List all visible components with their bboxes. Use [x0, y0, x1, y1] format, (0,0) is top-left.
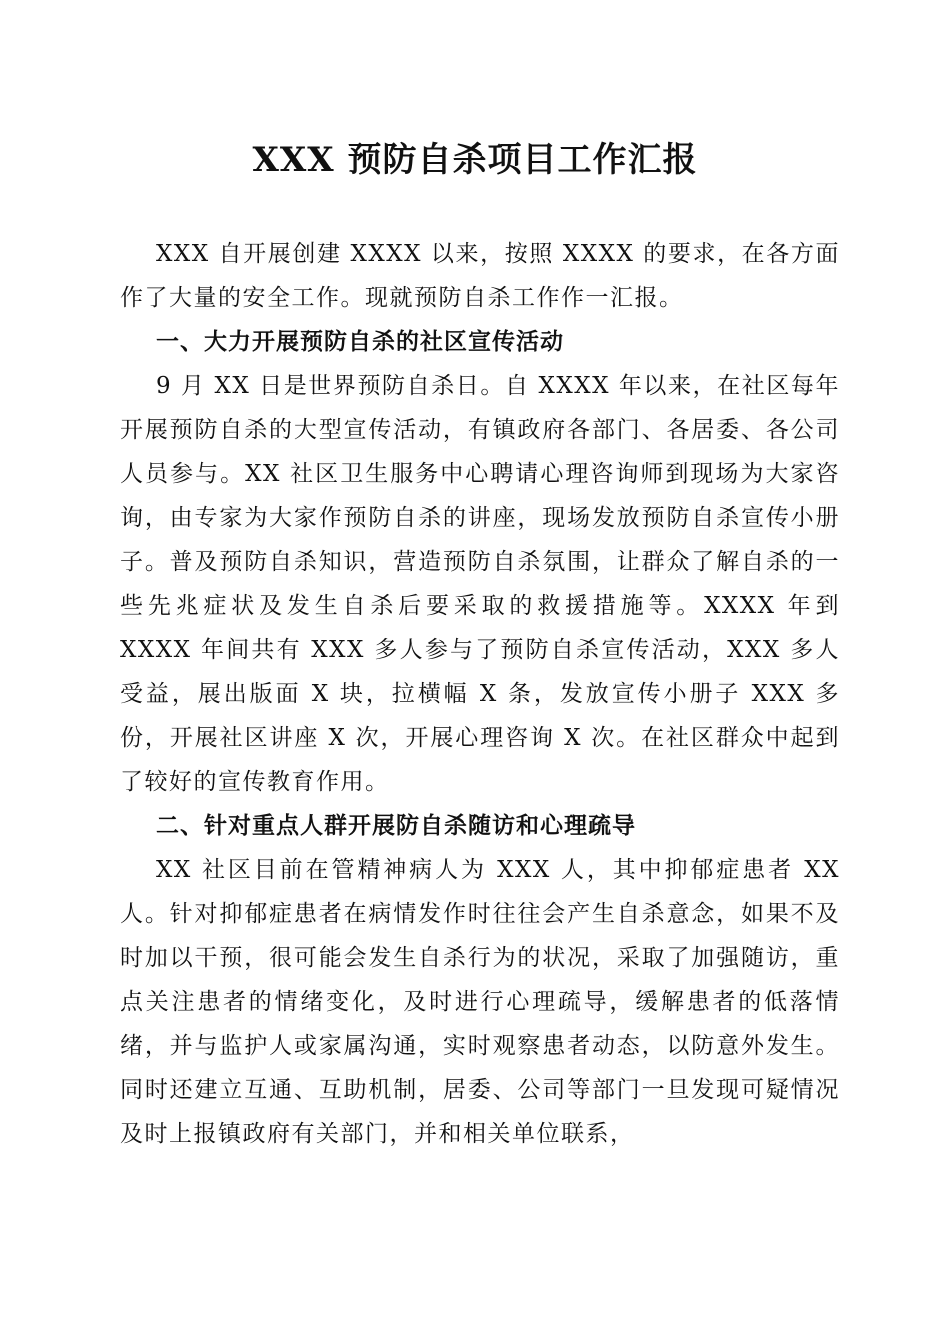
- intro-paragraph: XXX 自开展创建 XXXX 以来，按照 XXXX 的要求，在各方面作了大量的安全工作。现就预防自杀工作作一汇报。: [120, 241, 840, 311]
- section-1-paragraph: 9 月 XX 日是世界预防自杀日。自 XXXX 年以来，在社区每年开展预防自杀的大型宣传活动，有镇政府各部门、各居委、各公司人员参与。XX 社区卫生服务中心聘请心理咨询师到现场为大家咨询，由专家为大家作预防自杀的讲座，现场发放预防自杀宣传小册子。普及预防自杀知识，营造预防自杀氛围，让群众了解自杀的一些先兆症状及发生自杀后要采取的救援措施等。XXXX 年到 XXXX 年间共有 XXX 多人参与了预防自杀宣传活动，XXX 多人受益，展出版面 X 块，拉横幅 X 条，发放宣传小册子 XXX 多份，开展社区讲座 X 次，开展心理咨询 X 次。在社区群众中起到了较好的宣传教育作用。: [120, 373, 840, 795]
- section-1-heading: 一、大力开展预防自杀的社区宣传活动: [156, 329, 564, 355]
- document-title: XXX 预防自杀项目工作汇报: [252, 140, 698, 180]
- section-2-paragraph: XX 社区目前在管精神病人为 XXX 人，其中抑郁症患者 XX 人。针对抑郁症患者在病情发作时往往会产生自杀意念，如果不及时加以干预，很可能会发生自杀行为的状况，采取了加强随访，重点关注患者的情绪变化，及时进行心理疏导，缓解患者的低落情绪，并与监护人或家属沟通，实时观察患者动态，以防意外发生。同时还建立互通、互助机制，居委、公司等部门一旦发现可疑情况及时上报镇政府有关部门，并和相关单位联系，: [120, 857, 840, 1147]
- document-body: [120, 232, 840, 1156]
- section-2-heading: 二、针对重点人群开展防自杀随访和心理疏导: [156, 813, 636, 839]
